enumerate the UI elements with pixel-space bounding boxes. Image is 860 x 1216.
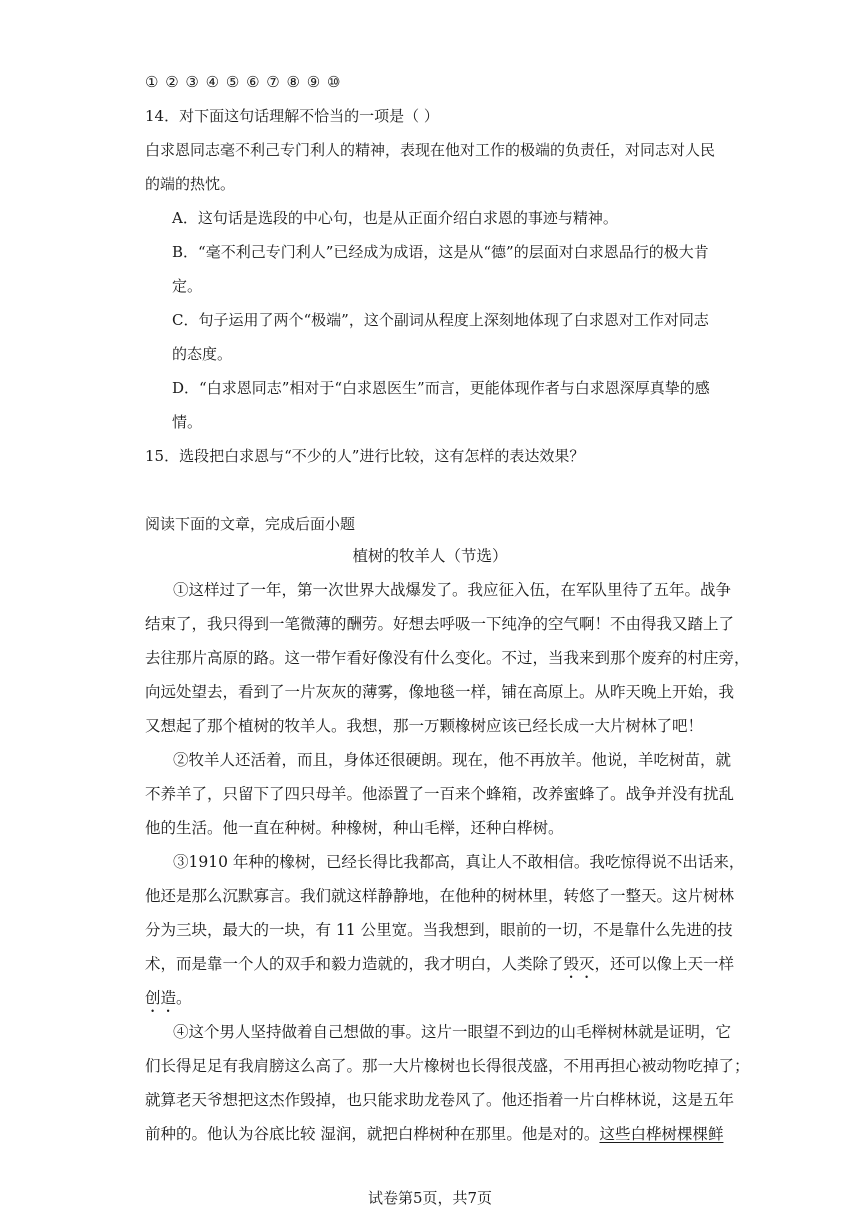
option-b-line-2: 定。: [172, 277, 203, 295]
paragraph-4-line-4: [145, 1124, 724, 1144]
paragraph-4-line-1: ④这个男人坚持做着自己想做的事。这片一眼望不到边的山毛榉树林就是证明，它: [173, 1023, 732, 1041]
paragraph-1-line-1: ①这样过了一年，第一次世界大战爆发了。我应征入伍，在军队里待了五年。战争: [173, 581, 732, 599]
paragraph-3-line-5-end: 。: [176, 989, 192, 1007]
paragraph-1-line-2: 结束了，我只得到一笔微薄的酬劳。好想去呼吸一下纯净的空气啊！不由得我又踏上了: [145, 615, 735, 633]
option-a: A．这句话是选段的中心句，也是从正面介绍白求恩的事迹与精神。: [172, 209, 618, 227]
option-d-line-1: D．“白求恩同志”相对于“白求恩医生”而言，更能体现作者与白求恩深厚真挚的感: [172, 379, 710, 397]
emphasized-word-create: 创造: [145, 989, 177, 1007]
page-footer: 试卷第5页，共7页: [367, 1189, 493, 1207]
question-15: 15．选段把白求恩与“不少的人”进行比较，这有怎样的表达效果？: [145, 447, 585, 465]
paragraph-2-line-1: ②牧羊人还活着，而且，身体还很硬朗。现在，他不再放羊。他说，羊吃树苗，就: [173, 751, 732, 769]
paragraph-4-line-4-text: 前种的。他认为谷底比较 湿润，就把白桦树种在那里。他是对的。: [145, 1125, 600, 1143]
paragraph-1-line-4: 向远处望去，看到了一片灰灰的薄雾，像地毯一样，铺在高原上。从昨天晚上开始，我: [145, 683, 735, 701]
paragraph-1-line-5: 又想起了那个植树的牧羊人。我想，那一万颗橡树应该已经长成一大片树林了吧！: [145, 717, 704, 735]
article-title: 植树的牧羊人（节选）: [352, 547, 508, 565]
question-14-quote-line-1: 白求恩同志毫不利己专门利人的精神，表现在他对工作的极端的负责任，对同志对人民: [145, 141, 716, 159]
paragraph-3-line-4-tail: ，还可以像上天一样: [594, 955, 735, 973]
option-b-line-1: B．“毫不利己专门利人”已经成为成语，这是从“德”的层面对白求恩品行的极大肯: [172, 243, 709, 261]
paragraph-3-line-1: ③1910 年种的橡树，已经长得比我都高，真让人不敢相信。我吃惊得说不出话来，: [173, 853, 745, 871]
option-c-line-1: C．句子运用了两个“极端”，这个副词从程度上深刻地体现了白求恩对工作对同志: [172, 311, 709, 329]
underlined-sentence: 这些白桦树棵棵鲜: [599, 1125, 724, 1143]
paragraph-3-line-5: [145, 988, 717, 1016]
answer-circles: ① ② ③ ④ ⑤ ⑥ ⑦ ⑧ ⑨ ⑩: [145, 73, 342, 91]
paragraph-3-line-3: 分为三块，最大的一块，有 11 公里宽。当我想到，眼前的一切，不是靠什么先进的技: [145, 921, 733, 939]
option-d-line-2: 情。: [172, 413, 203, 431]
question-14-stem: 14．对下面这句话理解不恰当的一项是（ ）: [145, 107, 439, 125]
question-14-quote-line-2: 的端的热忱。: [145, 175, 236, 193]
reading-instruction: 阅读下面的文章，完成后面小题: [145, 515, 356, 533]
paragraph-3-line-4: [145, 954, 735, 982]
paragraph-3-line-4-text: 术，而是靠一个人的双手和毅力造就的，我才明白，人类除了: [145, 955, 564, 973]
paragraph-4-line-2: 们长得足足有我肩膀这么高了。那一大片橡树也长得很茂盛，不用再担心被动物吃掉了；: [145, 1057, 750, 1075]
paragraph-1-line-3: 去往那片高原的路。这一带乍看好像没有什么变化。不过，当我来到那个废弃的村庄旁，: [145, 649, 750, 667]
paragraph-3-line-2: 他还是那么沉默寡言。我们就这样静静地，在他种的树林里，转悠了一整天。这片树林: [145, 887, 735, 905]
paragraph-4-line-3: 就算老天爷想把这杰作毁掉，也只能求助龙卷风了。他还指着一片白桦林说，这是五年: [145, 1091, 735, 1109]
paragraph-2-line-2: 不养羊了，只留下了四只母羊。他添置了一百来个蜂箱，改养蜜蜂了。战争并没有扰乱: [145, 785, 735, 803]
emphasized-word-destroy: 毁灭: [563, 955, 595, 973]
option-c-line-2: 的态度。: [172, 345, 233, 363]
paragraph-2-line-3: 他的生活。他一直在种树。种橡树，种山毛榉，还种白桦树。: [145, 819, 564, 837]
